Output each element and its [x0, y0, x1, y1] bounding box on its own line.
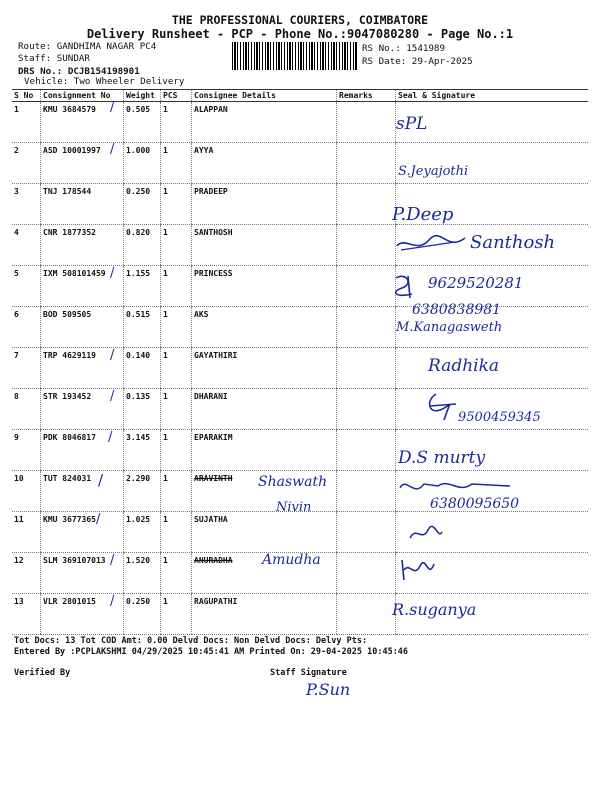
totals-line: Tot Docs: 13 Tot COD Amt: 0.00 Delvd Docs: Non Delvd Docs: Delvy Pts:: [14, 636, 368, 646]
cell-consignee: AYYA: [192, 143, 337, 184]
cell-pcs: 1: [161, 307, 192, 348]
cell-pcs: 1: [161, 266, 192, 307]
cell-consignee: PRADEEP: [192, 184, 337, 225]
table-header-row: [12, 90, 588, 102]
tick-mark-icon: /: [98, 471, 104, 489]
tick-mark-icon: /: [110, 553, 115, 568]
cell-consignment: TRP 4629119: [41, 348, 124, 389]
handwritten-signature: Radhika: [428, 356, 500, 376]
cell-weight: 0.135: [124, 389, 161, 430]
barcode-image: [232, 42, 358, 70]
cell-sno: 2: [12, 143, 41, 184]
cell-sno: 5: [12, 266, 41, 307]
cell-remarks: [337, 471, 396, 512]
cell-pcs: 1: [161, 594, 192, 635]
handwritten-signature: S.Jeyajothi: [398, 164, 469, 179]
cell-sno: 13: [12, 594, 41, 635]
cell-weight: 1.025: [124, 512, 161, 553]
cell-remarks: [337, 143, 396, 184]
tick-mark-icon: /: [110, 100, 115, 115]
cell-consignee: SANTHOSH: [192, 225, 337, 266]
cell-remarks: [337, 512, 396, 553]
cell-consignment: KMU 3684579: [41, 102, 124, 143]
vehicle-label: Vehicle: Two Wheeler Delivery: [24, 76, 185, 87]
cell-consignee: EPARAKIM: [192, 430, 337, 471]
tick-mark-icon: /: [108, 430, 113, 445]
cell-remarks: [337, 307, 396, 348]
cell-remarks: [337, 594, 396, 635]
col-consignee: Consignee Details: [192, 90, 337, 102]
staff-handwritten-signature: P.Sun: [306, 680, 351, 699]
cell-pcs: 1: [161, 430, 192, 471]
cell-weight: 0.505: [124, 102, 161, 143]
handwritten-consignee-name: Shaswath: [258, 474, 328, 490]
cell-sno: 10: [12, 471, 41, 512]
handwritten-signature: P.Deep: [392, 204, 454, 225]
signature-scribble-icon: [422, 390, 462, 426]
cell-pcs: 1: [161, 471, 192, 512]
signature-scribble-icon: [398, 556, 438, 584]
cell-consignment: ASD 10001997: [41, 143, 124, 184]
cell-remarks: [337, 553, 396, 594]
col-consignment: Consignment No: [41, 90, 124, 102]
cell-pcs: 1: [161, 184, 192, 225]
cell-sno: 7: [12, 348, 41, 389]
cell-remarks: [337, 430, 396, 471]
cell-consignee: PRINCESS: [192, 266, 337, 307]
table-row: [12, 102, 588, 143]
cell-pcs: 1: [161, 553, 192, 594]
signature-scribble-icon: [395, 232, 475, 256]
cell-consignment: IXM 508101459: [41, 266, 124, 307]
entered-by-line: Entered By :PCPLAKSHMI 04/29/2025 10:45:41 AM Printed On: 29-04-2025 10:45:46: [14, 647, 409, 657]
handwritten-signature: sPL: [396, 114, 428, 134]
cell-sno: 9: [12, 430, 41, 471]
cell-pcs: 1: [161, 143, 192, 184]
cell-consignee: DHARANI: [192, 389, 337, 430]
cell-consignment: TUT 824031: [41, 471, 124, 512]
handwritten-phone: 9500459345: [458, 410, 541, 425]
cell-consignee: SUJATHA: [192, 512, 337, 553]
handwritten-note: Nivin: [276, 500, 312, 515]
col-weight: Weight: [124, 90, 161, 102]
cell-pcs: 1: [161, 102, 192, 143]
cell-weight: 0.820: [124, 225, 161, 266]
tick-mark-icon: /: [110, 142, 115, 157]
cell-consignment: VLR 2801015: [41, 594, 124, 635]
company-title: THE PROFESSIONAL COURIERS, COIMBATORE: [171, 13, 429, 27]
cell-remarks: [337, 102, 396, 143]
cell-weight: 3.145: [124, 430, 161, 471]
runsheet-subtitle: Delivery Runsheet - PCP - Phone No.:9047080280 - Page No.:1: [86, 27, 514, 41]
cell-weight: 2.290: [124, 471, 161, 512]
cell-consignment: PDK 8046817: [41, 430, 124, 471]
cell-weight: 0.250: [124, 184, 161, 225]
cell-pcs: 1: [161, 348, 192, 389]
cell-sno: 4: [12, 225, 41, 266]
handwritten-phone: 9629520281: [428, 274, 524, 292]
signature-scribble-icon: [408, 522, 444, 544]
table-row: [12, 184, 588, 225]
handwritten-phone: 6380095650: [430, 496, 520, 512]
cell-consignment: CNR 1877352: [41, 225, 124, 266]
cell-remarks: [337, 348, 396, 389]
cell-sno: 6: [12, 307, 41, 348]
handwritten-phone: 6380838981: [412, 302, 502, 318]
handwritten-consignee-name: Amudha: [262, 552, 321, 568]
cell-weight: 0.250: [124, 594, 161, 635]
tick-mark-icon: /: [110, 594, 115, 609]
drs-value: DCJB154198901: [67, 66, 140, 77]
cell-sno: 11: [12, 512, 41, 553]
rs-date: RS Date: 29-Apr-2025: [362, 56, 473, 67]
tick-mark-icon: /: [96, 512, 101, 527]
handwritten-signature: D.S murty: [398, 448, 486, 468]
tick-mark-icon: /: [110, 266, 115, 281]
cell-consignment: KMU 3677365: [41, 512, 124, 553]
table-row: [12, 348, 588, 389]
signature-scribble-icon: [398, 474, 518, 500]
handwritten-signature: Santhosh: [470, 232, 556, 253]
col-pcs: PCS: [161, 90, 192, 102]
cell-consignment: BOD 509505: [41, 307, 124, 348]
drs-label: DRS No.:: [18, 66, 63, 77]
cell-consignee: AKS: [192, 307, 337, 348]
cell-remarks: [337, 266, 396, 307]
consignee-struck: ARAVINTH: [194, 474, 233, 483]
cell-consignee: ALAPPAN: [192, 102, 337, 143]
cell-weight: 0.140: [124, 348, 161, 389]
verified-by-label: Verified By: [14, 668, 71, 678]
cell-pcs: 1: [161, 225, 192, 266]
cell-pcs: 1: [161, 512, 192, 553]
col-sno: S No: [12, 90, 41, 102]
col-remarks: Remarks: [337, 90, 396, 102]
staff-signature-label: Staff Signature: [270, 668, 347, 678]
cell-weight: 1.155: [124, 266, 161, 307]
cell-remarks: [337, 225, 396, 266]
cell-consignee: RAGUPATHI: [192, 594, 337, 635]
handwritten-signature: M.Kanagasweth: [396, 320, 503, 335]
cell-consignment: SLM 369107013: [41, 553, 124, 594]
cell-sno: 1: [12, 102, 41, 143]
cell-consignment: STR 193452: [41, 389, 124, 430]
table-row: [12, 594, 588, 635]
cell-remarks: [337, 389, 396, 430]
rs-number: RS No.: 1541989: [362, 43, 445, 54]
cell-consignee: GAYATHIRI: [192, 348, 337, 389]
consignee-struck: ANURADHA: [194, 556, 233, 565]
tick-mark-icon: /: [110, 348, 115, 363]
cell-weight: 0.515: [124, 307, 161, 348]
table-row: [12, 430, 588, 471]
cell-weight: 1.000: [124, 143, 161, 184]
cell-sno: 8: [12, 389, 41, 430]
route-label: Route: GANDHIMA NAGAR PC4: [18, 41, 157, 52]
cell-pcs: 1: [161, 389, 192, 430]
tick-mark-icon: /: [110, 389, 115, 404]
cell-sno: 3: [12, 184, 41, 225]
cell-weight: 1.520: [124, 553, 161, 594]
signature-scribble-icon: [392, 272, 426, 300]
cell-sno: 12: [12, 553, 41, 594]
handwritten-signature: R.suganya: [392, 600, 477, 619]
table-row: [12, 143, 588, 184]
col-signature: Seal & Signature: [396, 90, 589, 102]
cell-remarks: [337, 184, 396, 225]
cell-consignment: TNJ 178544: [41, 184, 124, 225]
staff-label: Staff: SUNDAR: [18, 53, 90, 64]
